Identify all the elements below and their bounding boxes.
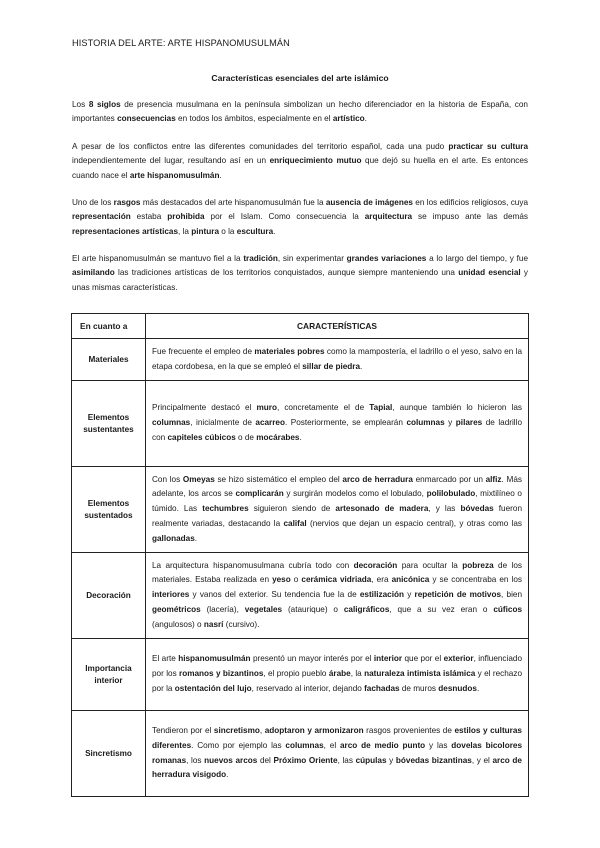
text-segment: y el rechazo por la <box>152 669 523 693</box>
text-segment: de muros <box>399 683 439 693</box>
highlighted-term: Omeyas <box>182 474 215 484</box>
highlighted-term: romanos y bizantinos <box>179 669 264 679</box>
text-segment: . <box>476 683 480 693</box>
row-description <box>146 467 529 553</box>
highlighted-term: yeso <box>272 575 291 585</box>
highlighted-term: anicónica <box>391 575 430 585</box>
highlighted-term: nuevos arcos <box>204 755 258 765</box>
text-segment: . Posteriormente, se emplearán <box>284 418 407 428</box>
text-segment: de los materiales. Estaba realizada en <box>152 560 523 585</box>
highlighted-term: Tapial <box>369 403 393 413</box>
highlighted-term: árabe <box>328 669 351 679</box>
table-row <box>72 553 529 639</box>
text-segment: , mixtilíneo o túmido. Las <box>152 489 522 514</box>
row-label: Decoración <box>72 553 146 639</box>
highlighted-term: complicarán <box>235 489 284 499</box>
highlighted-term: cúpulas <box>355 755 387 765</box>
highlighted-term: muro <box>256 403 277 413</box>
text-segment: Con los <box>152 474 183 484</box>
highlighted-term: techumbres <box>202 504 249 514</box>
highlighted-term: columnas <box>406 418 445 428</box>
row-label: Elementos sustentantes <box>72 381 146 467</box>
highlighted-term: arco de herradura visigodo <box>152 755 522 780</box>
paragraph-2: A pesar de los conflictos entre las diferentes comunidades del territorio español, cada una pudo practicar su cultura independientemente del lugar, resultando así en un enriquecimiento mutuo que dejó su huella en el arte. Es entonces cuando nace el arte hispanomusulmán. <box>72 142 529 180</box>
text-segment: y se concentraba en los <box>429 575 522 585</box>
row-label: Materiales <box>72 339 146 381</box>
text-segment: (lacería), <box>200 604 245 614</box>
page-header: HISTORIA DEL ARTE: ARTE HISPANOMUSULMÁN <box>72 38 290 48</box>
row-label: Importancia interior <box>72 639 146 711</box>
row-label: Elementos sustentados <box>72 467 146 553</box>
highlighted-term: hispanomusulmán <box>178 654 251 664</box>
text-segment: rasgos provenientes de <box>363 725 455 735</box>
text-segment: y vanos del exterior. Su tendencia fue la de <box>189 590 360 600</box>
row-description <box>146 711 529 797</box>
highlighted-term: dovelas bicolores romanas <box>152 740 522 765</box>
highlighted-term: pobreza <box>462 560 494 570</box>
highlighted-term: bóvedas bizantinas <box>395 755 472 765</box>
row-description <box>146 553 529 639</box>
table-row <box>72 339 529 381</box>
highlighted-term: califal <box>283 518 307 528</box>
text-segment: Principalmente destacó el <box>152 403 257 413</box>
text-segment: , influenciado por los <box>152 654 523 679</box>
text-segment: , bien <box>501 590 523 600</box>
highlighted-term: sincretismo <box>213 725 260 735</box>
text-segment: siguieron siendo de <box>248 504 336 514</box>
highlighted-term: exterior <box>443 654 474 664</box>
text-segment: del <box>257 755 274 765</box>
highlighted-term: interior <box>373 654 403 664</box>
text-segment: (ataurique) o <box>282 604 344 614</box>
text-segment: como la mampostería, el ladrillo o el yeso, salvo en la etapa cordobesa, en la que se empleó el <box>152 346 523 371</box>
text-segment: fueron realmente variadas, destacando la <box>152 504 522 528</box>
highlighted-term: ostentación del lujo <box>174 683 252 693</box>
text-segment: . <box>226 770 229 780</box>
highlighted-term: columnas <box>152 418 191 428</box>
page-title: Características esenciales del arte islámico <box>211 73 389 83</box>
text-segment: y <box>403 590 415 600</box>
text-segment: Fue frecuente el empleo de <box>152 346 255 356</box>
text-segment: , y las <box>428 504 461 514</box>
text-segment: , era <box>371 575 392 585</box>
text-segment: presentó un mayor interés por el <box>250 654 374 664</box>
text-segment: , reservado al interior, dejando <box>251 683 365 693</box>
column-header-characteristics: CARACTERÍSTICAS <box>146 314 529 339</box>
text-segment: y <box>444 418 456 428</box>
table-row <box>72 711 529 797</box>
highlighted-term: nasrí <box>203 619 224 629</box>
text-segment: , el propio pueblo <box>263 669 329 679</box>
text-segment: , las <box>337 755 356 765</box>
highlighted-term: acarreo <box>255 418 285 428</box>
table-row <box>72 381 529 467</box>
text-segment: (nervios que dejan un espacio central), y otras como las <box>306 518 522 528</box>
text-segment: que por el <box>402 654 444 664</box>
text-segment: y <box>386 755 396 765</box>
row-label: Sincretismo <box>72 711 146 797</box>
highlighted-term: adoptaron y armonizaron <box>264 725 364 735</box>
text-segment: , que a su vez eran o <box>389 604 494 614</box>
highlighted-term: polilobulado <box>426 489 476 499</box>
highlighted-term: estilos y culturas diferentes <box>152 725 522 750</box>
highlighted-term: columnas <box>285 740 324 750</box>
paragraph-3: Uno de los rasgos más destacados del arte hispanomusulmán fue la ausencia de imágenes en los edificios religiosos, cuya representación estaba prohibida por el Islam. Como consecuencia la arquitectura se impuso ante las demás representaciones artísticas, la pintura o la escultura. <box>72 198 529 236</box>
text-segment: . Como por ejemplo las <box>191 740 286 750</box>
column-header-topic: En cuanto a <box>72 314 146 339</box>
highlighted-term: vegetales <box>244 604 283 614</box>
characteristics-table <box>71 313 529 797</box>
paragraph-1: Los 8 siglos de presencia musulmana en la península simbolizan un hecho diferenciador en la historia de España, con importantes consecuencias en todos los ámbitos, especialmente en el artístico. <box>72 100 528 124</box>
highlighted-term: desnudos <box>438 683 477 693</box>
text-segment: (cursivo). <box>223 619 260 629</box>
row-description <box>146 639 529 711</box>
highlighted-term: materiales pobres <box>254 346 325 356</box>
highlighted-term: decoración <box>353 560 398 570</box>
highlighted-term: fachadas <box>364 683 400 693</box>
highlighted-term: cúficos <box>493 604 522 614</box>
text-segment: (angulosos) o <box>152 619 204 629</box>
highlighted-term: caligráficos <box>343 604 390 614</box>
text-segment: Tendieron por el <box>152 725 214 735</box>
highlighted-term: geométricos <box>152 604 201 614</box>
highlighted-term: sillar de piedra <box>302 361 361 371</box>
text-segment: La arquitectura hispanomusulmana cubría todo con <box>152 560 354 570</box>
highlighted-term: artesonado de madera <box>335 504 429 514</box>
highlighted-term: estilización <box>359 590 404 600</box>
text-segment: , aunque también lo hicieron las <box>392 403 523 413</box>
text-segment: se hizo sistemático el empleo del <box>214 474 343 484</box>
table-row <box>72 639 529 711</box>
text-segment: , concretamente el de <box>276 403 370 413</box>
highlighted-term: arco de medio punto <box>339 740 426 750</box>
text-segment: enmarcado por un <box>412 474 486 484</box>
paragraph-4: El arte hispanomusulmán se mantuvo fiel a la tradición, sin experimentar grandes variaciones a lo largo del tiempo, y fue asimilando las tradiciones artísticas de los territorios conquistados, aunque siempre manteniendo una unidad esencial y unas mismas características. <box>72 254 528 292</box>
text-segment: , los <box>186 755 205 765</box>
text-segment: , la <box>350 669 365 679</box>
text-segment: . <box>299 432 302 442</box>
highlighted-term: capiteles cúbicos <box>167 432 236 442</box>
row-description <box>146 339 529 381</box>
text-segment: o <box>290 575 302 585</box>
text-segment: . <box>360 361 363 371</box>
highlighted-term: alfiz <box>485 474 502 484</box>
highlighted-term: bóvedas <box>460 504 494 514</box>
text-segment: o de <box>235 432 257 442</box>
text-segment: , <box>259 725 265 735</box>
highlighted-term: Próximo Oriente <box>273 755 338 765</box>
highlighted-term: mocárabes <box>256 432 300 442</box>
text-segment: , y el <box>471 755 493 765</box>
table-header-row <box>72 314 529 339</box>
text-segment: , inicialmente de <box>190 418 256 428</box>
highlighted-term: cerámica vidriada <box>301 575 372 585</box>
highlighted-term: arco de herradura <box>342 474 413 484</box>
highlighted-term: gallonadas <box>152 533 195 543</box>
text-segment: y las <box>425 740 452 750</box>
table-row <box>72 467 529 553</box>
highlighted-term: interiores <box>152 590 190 600</box>
text-segment: . Más adelante, los arcos se <box>152 474 522 499</box>
text-segment: para ocultar la <box>397 560 463 570</box>
text-segment: El arte <box>152 654 179 664</box>
row-description <box>146 381 529 467</box>
highlighted-term: pilares <box>455 418 483 428</box>
text-segment: de ladrillo con <box>152 418 522 442</box>
text-segment: y surgirán modelos como el lobulado, <box>283 489 427 499</box>
highlighted-term: naturaleza intimista islámica <box>364 669 476 679</box>
highlighted-term: repetición de motivos <box>414 590 502 600</box>
text-segment: , el <box>323 740 340 750</box>
text-segment: . <box>194 533 198 543</box>
